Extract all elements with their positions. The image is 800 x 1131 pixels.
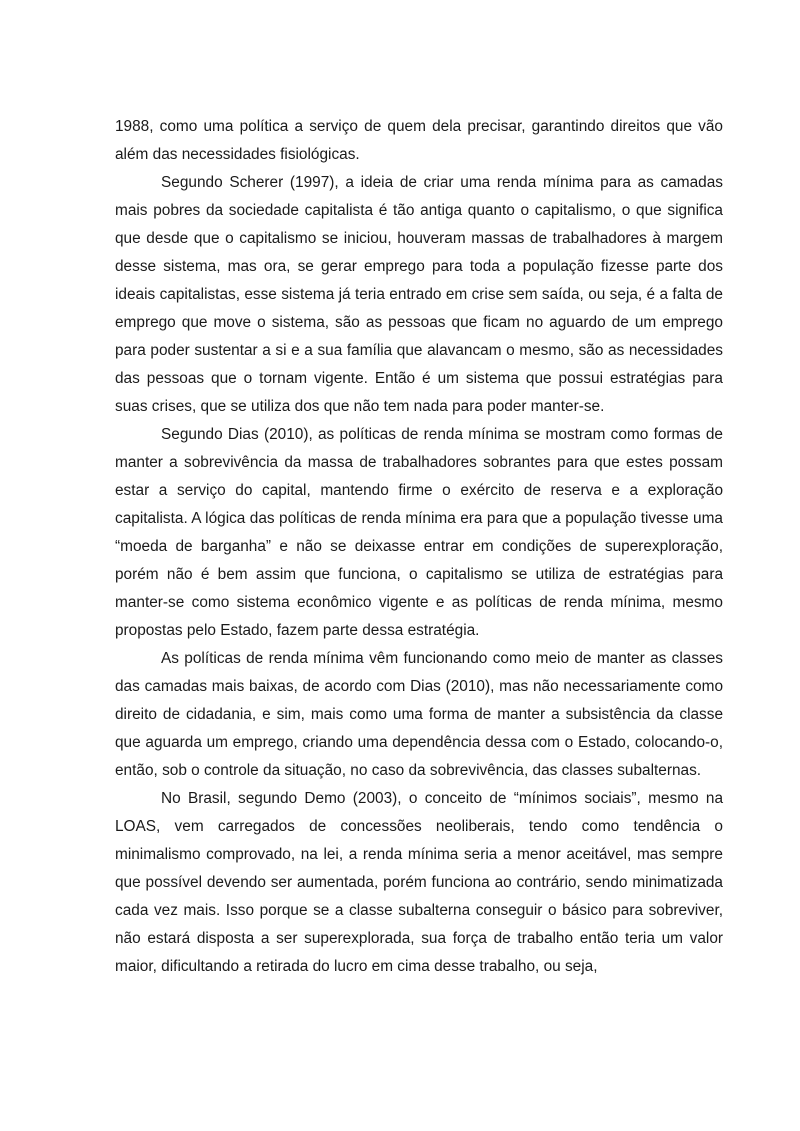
paragraph-scherer: Segundo Scherer (1997), a ideia de criar uma renda mínima para as camadas mais pobres da sociedade capitalista é tão antiga quanto o capitalismo, o que significa que desde que o capitalismo se iniciou, houveram massas de trabalhadores à margem desse sistema, mas ora, se gerar emprego para toda a população fizesse parte dos ideais capitalistas, esse sistema já teria entrado em crise sem saída, ou seja, é a falta de emprego que move o sistema, são as pessoas que ficam no aguardo de um emprego para poder sustentar a si e a sua família que alavancam o mesmo, são as necessidades das pessoas que o tornam vigente. Então é um sistema que possui estratégias para suas crises, que se utiliza dos que não tem nada para poder manter-se. [115,174,723,415]
paragraph-continuation: 1988, como uma política a serviço de quem dela precisar, garantindo direitos que vão além das necessidades fisiológicas. [115,118,723,163]
document-page [115,113,723,981]
paragraph-politicas-renda-minima: As políticas de renda mínima vêm funcionando como meio de manter as classes das camadas mais baixas, de acordo com Dias (2010), mas não necessariamente como direito de cidadania, e sim, mais como uma forma de manter a subsistência da classe que aguarda um emprego, criando uma dependência dessa com o Estado, colocando-o, então, sob o controle da situação, no caso da sobrevivência, das classes subalternas. [115,650,723,779]
paragraph-dias: Segundo Dias (2010), as políticas de renda mínima se mostram como formas de manter a sobrevivência da massa de trabalhadores sobrantes para que estes possam estar a serviço do capital, mantendo firme o exército de reserva e a exploração capitalista. A lógica das políticas de renda mínima era para que a população tivesse uma “moeda de barganha” e não se deixasse entrar em condições de superexploração, porém não é bem assim que funciona, o capitalismo se utiliza de estratégias para manter-se como sistema econômico vigente e as políticas de renda mínima, mesmo propostas pelo Estado, fazem parte dessa estratégia. [115,426,723,639]
paragraph-demo: No Brasil, segundo Demo (2003), o conceito de “mínimos sociais”, mesmo na LOAS, vem carregados de concessões neoliberais, tendo como tendência o minimalismo comprovado, na lei, a renda mínima seria a menor aceitável, mas sempre que possível devendo ser aumentada, porém funciona ao contrário, sendo minimatizada cada vez mais. Isso porque se a classe subalterna conseguir o básico para sobreviver, não estará disposta a ser superexplorada, sua força de trabalho então teria um valor maior, dificultando a retirada do lucro em cima desse trabalho, ou seja, [115,790,723,975]
